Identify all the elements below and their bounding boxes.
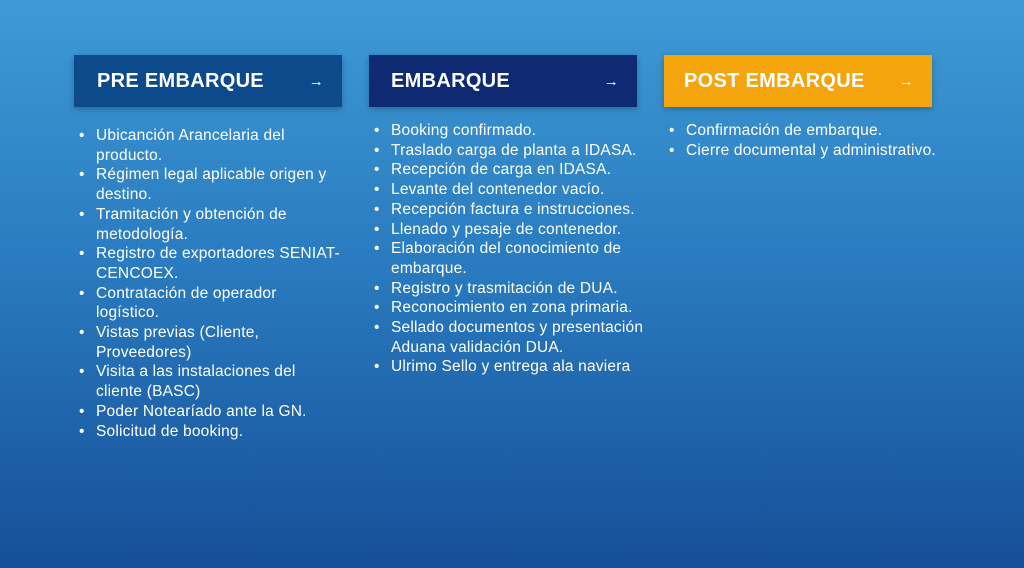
list-item: • Traslado carga de planta a IDASA. bbox=[369, 141, 649, 161]
list-item: • Reconocimiento en zona primaria. bbox=[369, 298, 649, 318]
post-embarque-list bbox=[664, 121, 944, 160]
list-item: • Recepción factura e instrucciones. bbox=[369, 200, 649, 220]
list-item: • Régimen legal aplicable origen y destino. bbox=[74, 165, 344, 204]
list-item: • Elaboración del conocimiento de embarque. bbox=[369, 239, 649, 278]
list-item: • Ubicanción Arancelaria del producto. bbox=[74, 126, 344, 165]
embarque-header[interactable] bbox=[369, 55, 637, 107]
pre-embarque-header[interactable] bbox=[74, 55, 342, 107]
list-item: • Solicitud de booking. bbox=[74, 422, 344, 442]
list-item: • Contratación de operador logístico. bbox=[74, 284, 344, 323]
list-item: • Vistas previas (Cliente, Proveedores) bbox=[74, 323, 344, 362]
list-item: • Sellado documentos y presentación Aduana validación DUA. bbox=[369, 318, 649, 357]
list-item: • Llenado y pesaje de contenedor. bbox=[369, 220, 649, 240]
arrow-right-icon: → bbox=[898, 72, 914, 90]
list-item: • Recepción de carga en IDASA. bbox=[369, 160, 649, 180]
list-item: • Poder Notearíado ante la GN. bbox=[74, 402, 344, 422]
list-item: • Booking confirmado. bbox=[369, 121, 649, 141]
embarque-column bbox=[369, 55, 644, 377]
embarque-title: EMBARQUE bbox=[391, 69, 511, 92]
post-embarque-header[interactable] bbox=[664, 55, 932, 107]
pre-embarque-title: PRE EMBARQUE bbox=[97, 69, 264, 92]
list-item: • Cierre documental y administrativo. bbox=[664, 141, 944, 161]
list-item: • Registro de exportadores SENIAT-CENCOEX. bbox=[74, 244, 344, 283]
list-item: • Tramitación y obtención de metodología. bbox=[74, 205, 344, 244]
list-item: • Registro y trasmitación de DUA. bbox=[369, 279, 649, 299]
list-item: • Ulrimo Sello y entrega ala naviera bbox=[369, 357, 649, 377]
list-item: • Visita a las instalaciones del cliente (BASC) bbox=[74, 362, 344, 401]
arrow-right-icon: → bbox=[308, 72, 324, 90]
list-item: • Levante del contenedor vacío. bbox=[369, 180, 649, 200]
embarque-list bbox=[369, 121, 649, 377]
pre-embarque-column bbox=[74, 55, 342, 441]
post-embarque-title: POST EMBARQUE bbox=[684, 69, 865, 92]
post-embarque-column bbox=[664, 55, 936, 160]
pre-embarque-list bbox=[74, 126, 344, 441]
list-item: • Confirmación de embarque. bbox=[664, 121, 944, 141]
arrow-right-icon: → bbox=[603, 72, 619, 90]
